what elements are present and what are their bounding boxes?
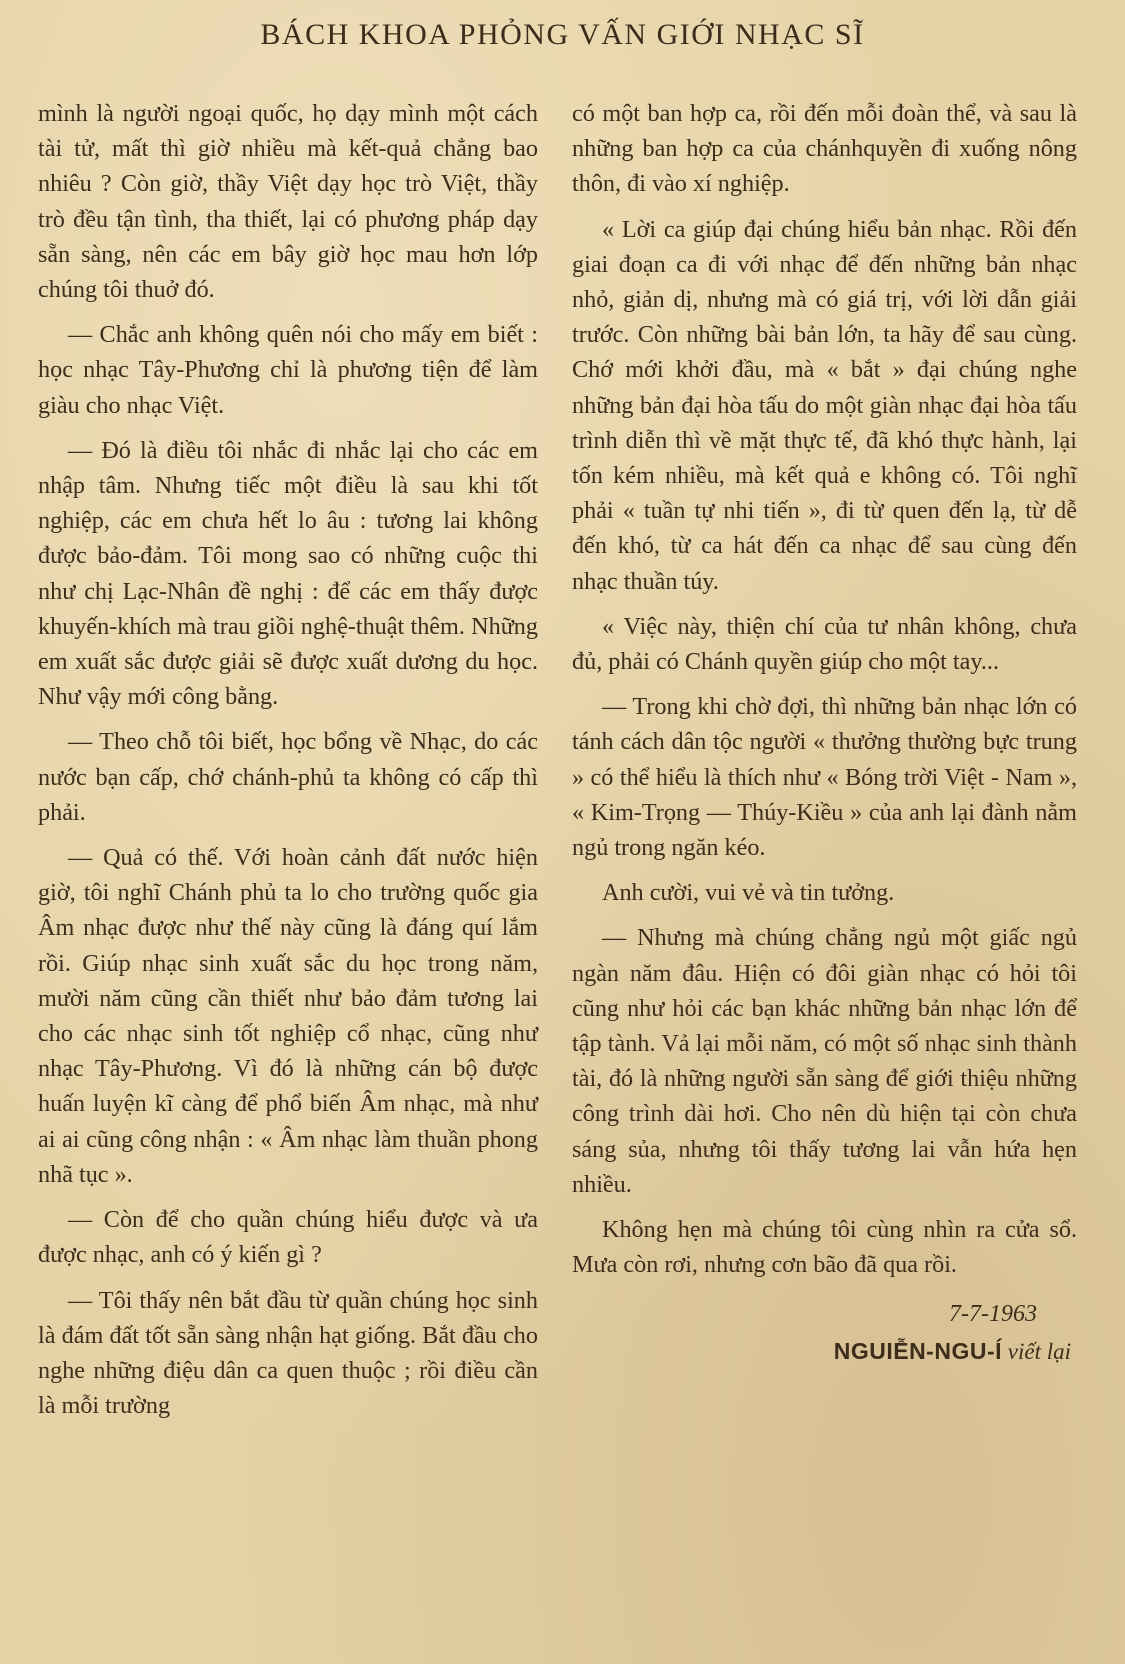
- paragraph: — Đó là điều tôi nhắc đi nhắc lại cho các em nhập tâm. Nhưng tiếc một điều là sau khi tốt nghiệp, các em chưa hết lo âu : tương lai không được bảo-đảm. Tôi mong sao có những cuộc thi như chị Lạc-Nhân đề nghị : để các em thấy được khuyến-khích mà trau giồi nghệ-thuật thêm. Những em xuất sắc được giải sẽ được xuất dương du học. Như vậy mới công bằng.: [38, 436, 538, 711]
- paragraph: — Còn để cho quần chúng hiểu được và ưa được nhạc, anh có ý kiến gì ?: [38, 1206, 538, 1269]
- paragraph: có một ban hợp ca, rồi đến mỗi đoàn thể, và sau là những ban hợp ca của chánhquyền đi xuống nông thôn, đi vào xí nghiệp.: [572, 100, 1077, 198]
- paragraph: — Nhưng mà chúng chẳng ngủ một giấc ngủ ngàn năm đâu. Hiện có đôi giàn nhạc có hỏi tôi cũng như hỏi các bạn khác những bản nhạc lớn để tập tành. Vả lại mỗi năm, có một số nhạc sinh thành tài, đó là những người sẵn sàng để giới thiệu những công trình dài hơi. Cho nên dù hiện tại còn chưa sáng sủa, nhưng tôi thấy tương lai vẫn hứa hẹn nhiều.: [572, 924, 1077, 1198]
- paragraph: mình là người ngoại quốc, họ dạy mình một cách tài tử, mất thì giờ nhiều mà kết-quả chẳng bao nhiêu ? Còn giờ, thầy Việt dạy học trò Việt, thầy trò đều tận tình, tha thiết, lại có phương pháp dạy sẵn sàng, nên các em bây giờ học mau hơn lớp chúng tôi thuở đó.: [38, 100, 538, 304]
- author-name: NGUIỄN-NGU-Í: [833, 1337, 1003, 1364]
- left-column: [38, 96, 538, 1433]
- paragraph: « Việc này, thiện chí của tư nhân không, chưa đủ, phải có Chánh quyền giúp cho một tay...: [572, 612, 1077, 676]
- paragraph: Anh cười, vui vẻ và tin tưởng.: [602, 879, 895, 907]
- author-note: viết lại: [1007, 1338, 1071, 1364]
- paragraph: — Trong khi chờ đợi, thì những bản nhạc lớn có tánh cách dân tộc người « thưởng thường bực trung » có thể hiểu là thích như « Bóng trời Việt - Nam », « Kim-Trọng — Thúy-Kiều » của anh lại đành nằm ngủ trong ngăn kéo.: [572, 693, 1077, 862]
- article-date: 7-7-1963: [949, 1300, 1037, 1327]
- paragraph: « Lời ca giúp đại chúng hiểu bản nhạc. Rồi đến giai đoạn ca đi với nhạc để đến những bản nhạc nhỏ, giản dị, nhưng mà có giá trị, với lời dẫn giải trước. Còn những bài bản lớn, ta hãy để sau cùng. Chớ mới khởi đầu, mà « bắt » đại chúng nghe những bản đại hòa tấu do một giàn nhạc đại hòa tấu trình diễn thì về mặt thực tế, đã khó thực hành, lại tốn kém nhiều, mà kết quả e không có. Tôi nghĩ phải « tuần tự nhi tiến », đi từ quen đến lạ, từ dễ đến khó, từ ca hát đến ca nhạc để sau cùng đến nhạc thuần túy.: [572, 215, 1077, 595]
- right-column: [572, 96, 1077, 1369]
- paragraph: — Theo chỗ tôi biết, học bổng về Nhạc, do các nước bạn cấp, chớ chánh-phủ ta không có cấp thì phải.: [38, 728, 538, 826]
- paragraph: — Tôi thấy nên bắt đầu từ quần chúng học sinh là đám đất tốt sẵn sàng nhận hạt giống. Bắt đầu cho nghe những điệu dân ca quen thuộc ; rồi điều cần là mỗi trường: [38, 1286, 538, 1420]
- page-header: BÁCH KHOA PHỎNG VẤN GIỚI NHẠC SĨ: [260, 18, 865, 51]
- paragraph: — Quả có thế. Với hoàn cảnh đất nước hiện giờ, tôi nghĩ Chánh phủ ta lo cho trường quốc gia Âm nhạc được như thế này cũng là đáng quí lắm rồi. Giúp nhạc sinh xuất sắc du học trong năm, mười năm cũng cần thiết như bảo đảm tương lai cho các nhạc sinh tốt nghiệp cổ nhạc, cũng như nhạc Tây-Phương. Vì đó là những cán bộ được huấn luyện kĩ càng để phổ biến Âm nhạc, mà như ai ai cũng công nhận : « Âm nhạc làm thuần phong nhã tục ».: [38, 844, 538, 1188]
- paragraph: Không hẹn mà chúng tôi cùng nhìn ra cửa sổ. Mưa còn rơi, nhưng cơn bão đã qua rồi.: [572, 1216, 1077, 1279]
- author-signature: [572, 1334, 1077, 1369]
- paragraph: — Chắc anh không quên nói cho mấy em biết : học nhạc Tây-Phương chỉ là phương tiện để làm giàu cho nhạc Việt.: [38, 321, 538, 419]
